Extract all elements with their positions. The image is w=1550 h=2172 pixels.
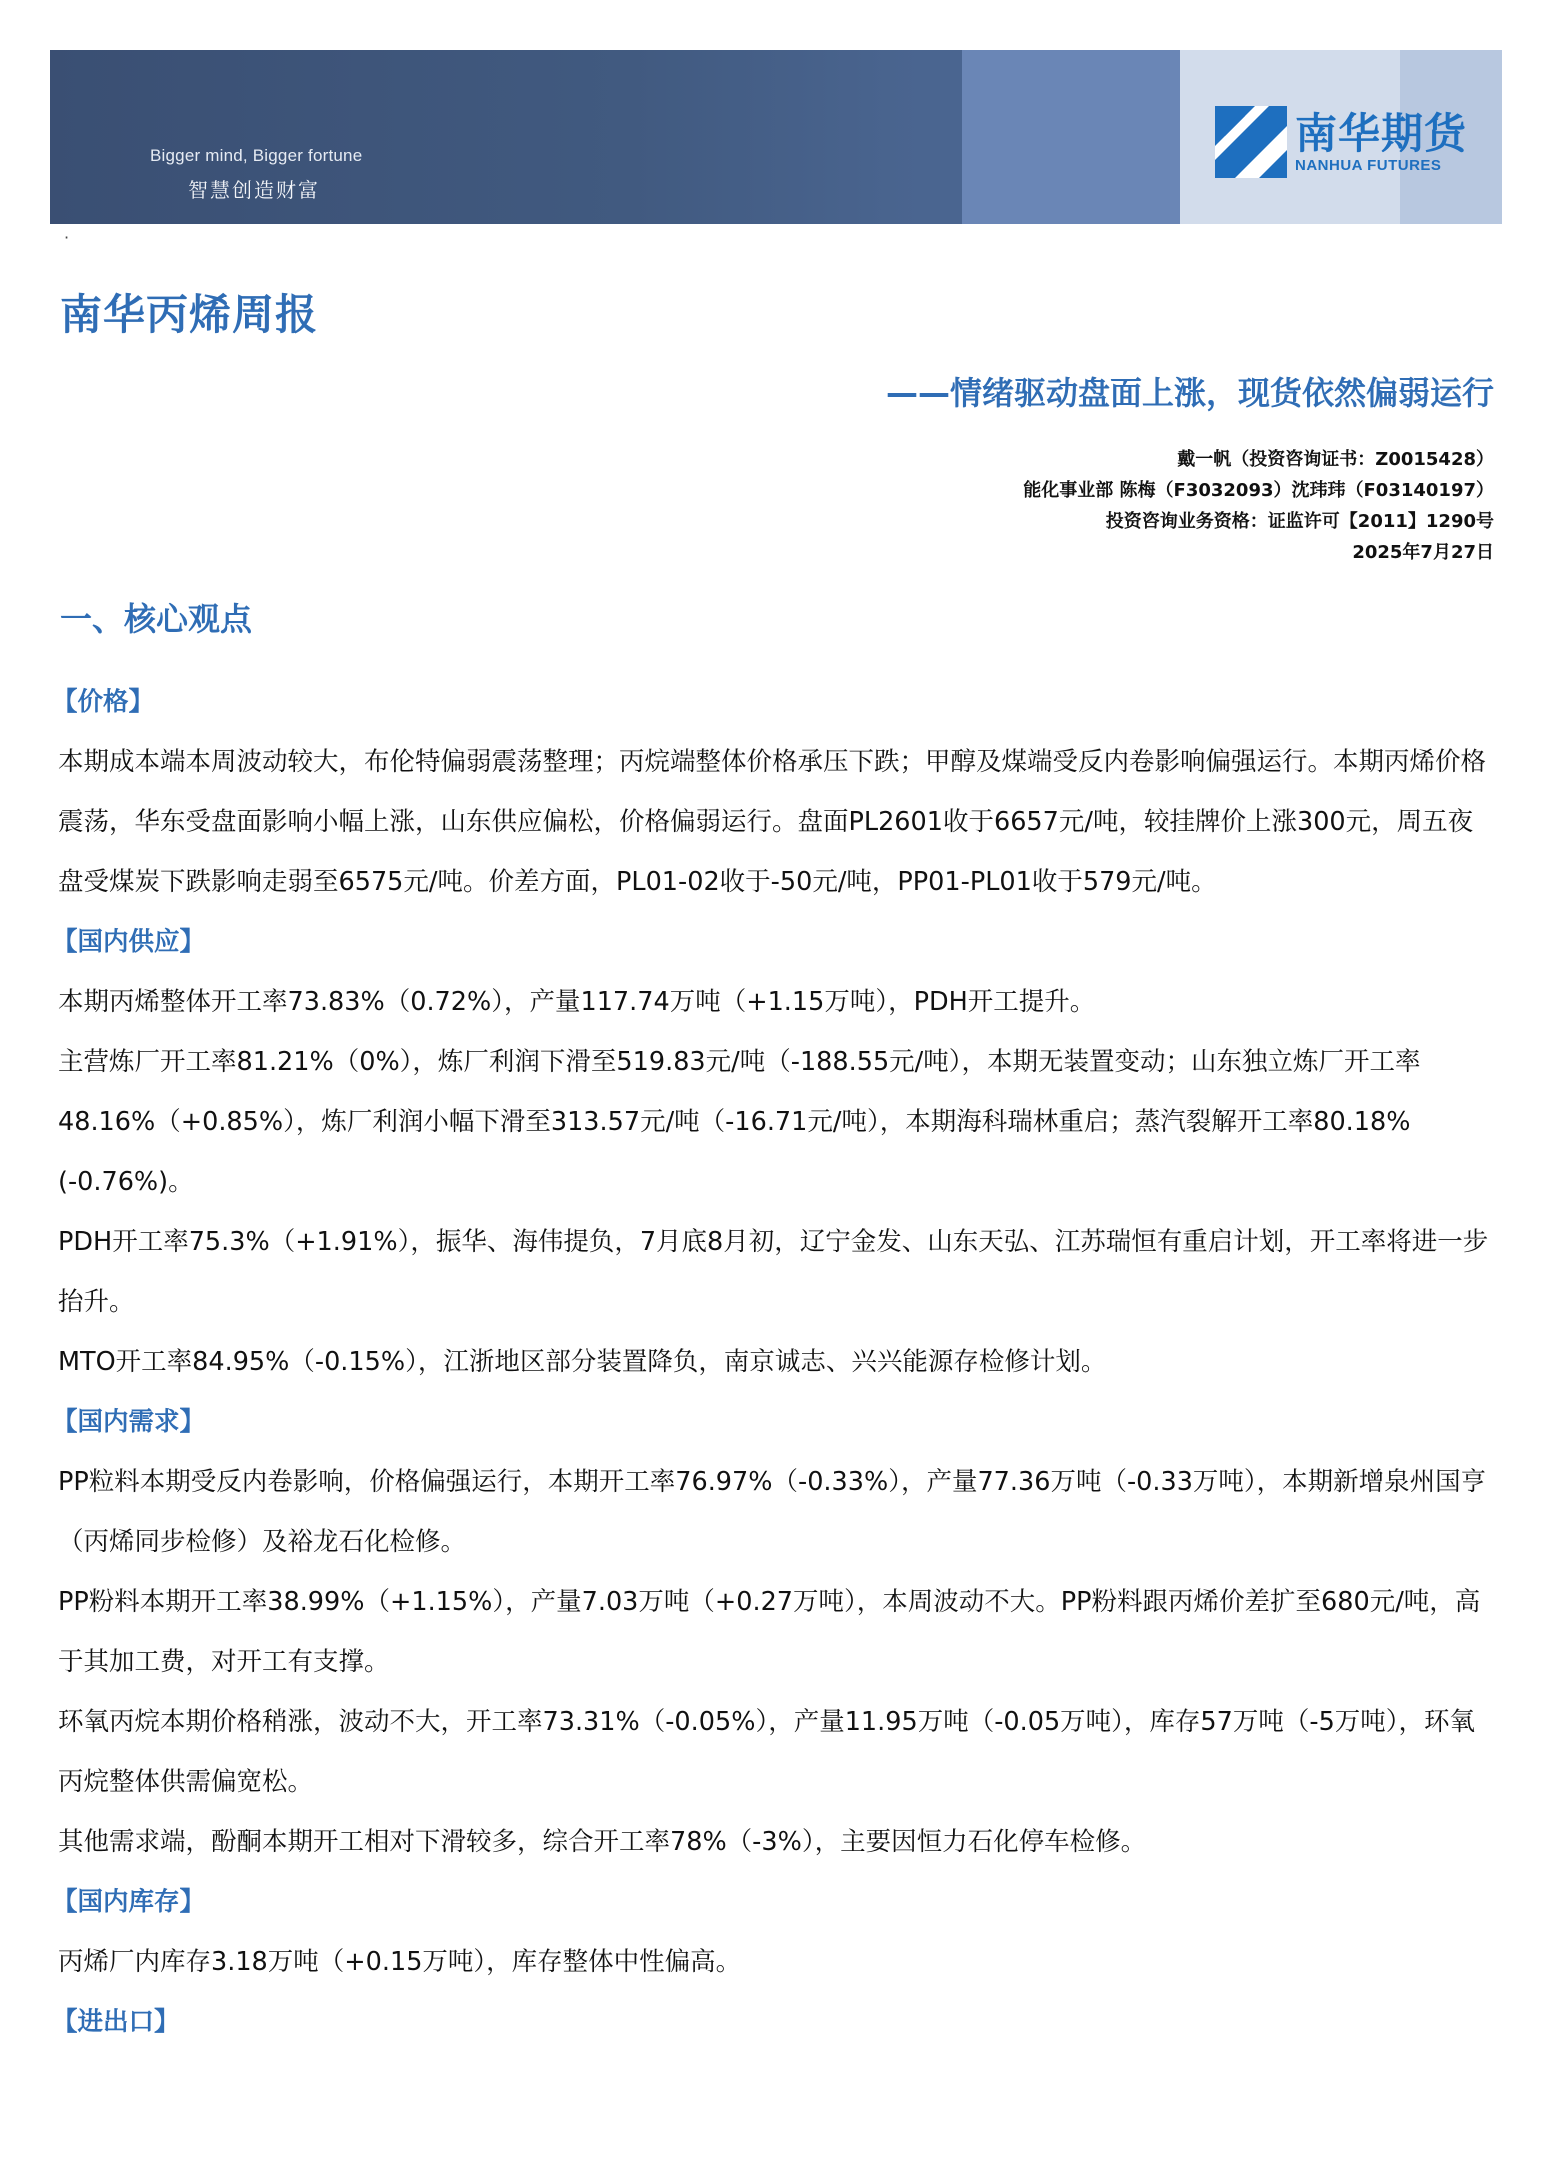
paragraph: PDH开工率75.3%（+1.91%），振华、海伟提负，7月底8月初，辽宁金发、山东天弘、江苏瑞恒有重启计划，开工率将进一步抬升。 xyxy=(58,1227,1489,1317)
section-title: 一、核心观点 xyxy=(60,600,253,638)
logo-chinese: 南华期货 xyxy=(1295,108,1468,158)
paragraph: 其他需求端，酚酮本期开工相对下滑较多，综合开工率78%（-3%），主要因恒力石化停车检修。 xyxy=(58,1827,1147,1857)
page-dot: · xyxy=(64,228,70,247)
paragraph: 环氧丙烷本期价格稍涨，波动不大，开工率73.31%（-0.05%），产量11.95万吨（-0.05万吨），库存57万吨（-5万吨），环氧丙烷整体供需偏宽松。 xyxy=(58,1707,1476,1797)
logo-text xyxy=(1295,108,1468,174)
report-body xyxy=(52,672,1496,2052)
author-line: 戴一帆（投资咨询证书：Z0015428） xyxy=(1177,449,1494,470)
banner-panel xyxy=(962,50,1180,224)
paragraph: 丙烯厂内库存3.18万吨（+0.15万吨），库存整体中性偏高。 xyxy=(58,1947,742,1977)
paragraph: PP粒料本期受反内卷影响，价格偏强运行，本期开工率76.97%（-0.33%），产量77.36万吨（-0.33万吨），本期新增泉州国亨（丙烯同步检修）及裕龙石化检修。 xyxy=(58,1467,1487,1557)
paragraph: 本期丙烯整体开工率73.83%（0.72%），产量117.74万吨（+1.15万吨），PDH开工提升。 xyxy=(58,987,1096,1017)
report-subtitle: ——情绪驱动盘面上涨，现货依然偏弱运行 xyxy=(885,374,1494,412)
slogan-chinese: 智慧创造财富 xyxy=(188,178,320,202)
author-line: 能化事业部 陈梅（F3032093）沈玮玮（F03140197） xyxy=(1023,480,1494,501)
logo-english: NANHUA FUTURES xyxy=(1295,156,1442,174)
subsection-heading: 【国内库存】 xyxy=(52,1887,206,1917)
paragraph: PP粉料本期开工率38.99%（+1.15%），产量7.03万吨（+0.27万吨），本周波动不大。PP粉料跟丙烯价差扩至680元/吨，高于其加工费，对开工有支撑。 xyxy=(58,1587,1481,1677)
subsection-heading: 【国内供应】 xyxy=(52,927,206,957)
paragraph: MTO开工率84.95%（-0.15%），江浙地区部分装置降负，南京诚志、兴兴能源存检修计划。 xyxy=(58,1347,1107,1377)
paragraph: 主营炼厂开工率81.21%（0%），炼厂利润下滑至519.83元/吨（-188.55元/吨），本期无装置变动；山东独立炼厂开工率48.16%（+0.85%），炼厂利润小幅下滑至313.57元/吨（-16.71元/吨），本期海科瑞林重启；蒸汽裂解开工率80.18%(-0.76%)。 xyxy=(58,1047,1421,1197)
subsection-heading: 【价格】 xyxy=(52,687,155,717)
header-banner xyxy=(50,50,1502,224)
nanhua-logo-icon xyxy=(1215,106,1287,178)
slogan-english: Bigger mind, Bigger fortune xyxy=(150,146,363,165)
report-date: 2025年7月27日 xyxy=(1352,542,1494,563)
paragraph: 本期成本端本周波动较大，布伦特偏弱震荡整理；丙烷端整体价格承压下跌；甲醇及煤端受反内卷影响偏强运行。本期丙烯价格震荡，华东受盘面影响小幅上涨，山东供应偏松，价格偏弱运行。盘面PL2601收于6657元/吨，较挂牌价上涨300元，周五夜盘受煤炭下跌影响走弱至6575元/吨。价差方面，PL01-02收于-50元/吨，PP01-PL01收于579元/吨。 xyxy=(58,747,1487,897)
author-info xyxy=(1023,444,1494,568)
subsection-heading: 【进出口】 xyxy=(52,2007,180,2037)
subsection-heading: 【国内需求】 xyxy=(52,1407,206,1437)
author-line: 投资咨询业务资格：证监许可【2011】1290号 xyxy=(1105,511,1494,532)
report-title: 南华丙烯周报 xyxy=(60,290,319,339)
company-logo xyxy=(1215,106,1467,178)
